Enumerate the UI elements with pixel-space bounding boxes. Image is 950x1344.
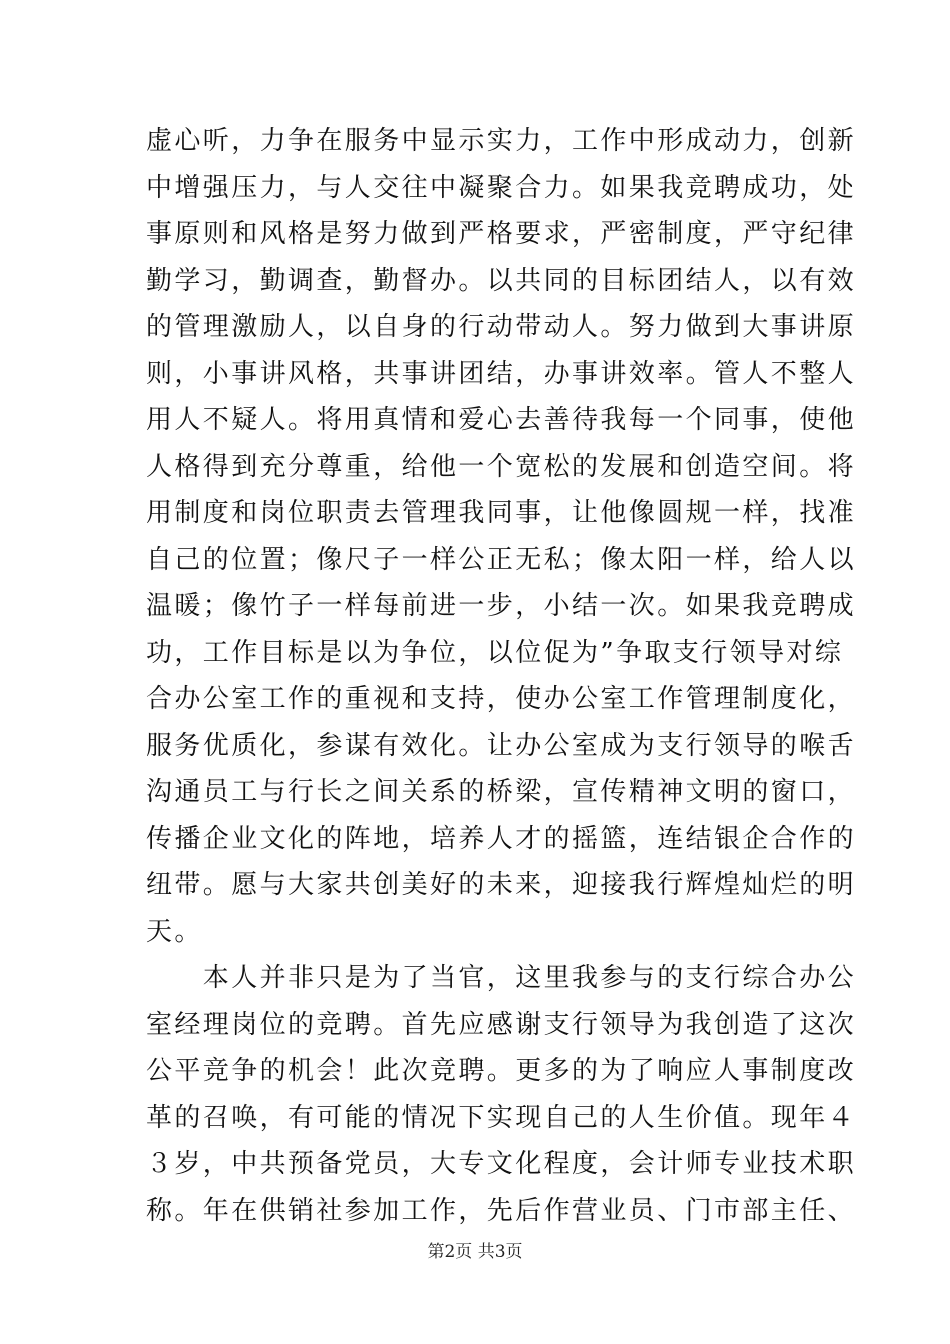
text-line: 中增强压力，与人交往中凝聚合力。如果我竞聘成功，处 [146, 172, 857, 203]
text-line: 公平竞争的机会！此次竞聘。更多的为了响应人事制度改 [146, 1056, 857, 1086]
text-line: 纽带。愿与大家共创美好的未来，迎接我行辉煌灿烂的明 [146, 870, 857, 900]
text-line: 勤学习，勤调查，勤督办。以共同的目标团结人，以有效 [146, 265, 857, 296]
document-body [146, 118, 857, 1234]
text-line: 功，工作目标是以为争位，以位促为”争取支行领导对综 [146, 637, 844, 668]
text-line: 合办公室工作的重视和支持，使办公室工作管理制度化， [146, 684, 857, 714]
text-line: 革的召唤，有可能的情况下实现自己的人生价值。现年４ [146, 1102, 857, 1133]
text-line: 用制度和岗位职责去管理我同事，让他像圆规一样，找准 [146, 498, 857, 528]
text-line: 沟通员工与行长之间关系的桥梁，宣传精神文明的窗口， [146, 777, 857, 807]
text-line: 用人不疑人。将用真情和爱心去善待我每一个同事，使他 [146, 405, 857, 435]
text-line: 称。年在供销社参加工作，先后作营业员、门市部主任、 [146, 1195, 857, 1226]
text-line: 则，小事讲风格，共事讲团结，办事讲效率。管人不整人 [146, 358, 857, 389]
text-line: 人格得到充分尊重，给他一个宽松的发展和创造空间。将 [146, 451, 857, 482]
text-line: ３岁，中共预备党员，大专文化程度，会计师专业技术职 [146, 1149, 857, 1179]
text-line: 温暖；像竹子一样每前进一步，小结一次。如果我竞聘成 [146, 591, 857, 621]
paragraph-start-line: 本人并非只是为了当官，这里我参与的支行综合办公 [146, 963, 857, 993]
text-line: 天。 [146, 916, 203, 947]
text-line: 自己的位置；像尺子一样公正无私；像太阳一样，给人以 [146, 544, 857, 575]
page-number-footer: 第2页 共3页 [427, 1242, 523, 1262]
text-line: 服务优质化，参谋有效化。让办公室成为支行领导的喉舌 [146, 730, 857, 761]
text-line: 虚心听，力争在服务中显示实力，工作中形成动力，创新 [146, 126, 857, 156]
text-line: 事原则和风格是努力做到严格要求，严密制度，严守纪律 [146, 219, 857, 249]
text-line: 的管理激励人，以自身的行动带动人。努力做到大事讲原 [146, 312, 857, 342]
text-line: 传播企业文化的阵地，培养人才的摇篮，连结银企合作的 [146, 823, 857, 854]
text-line: 室经理岗位的竞聘。首先应感谢支行领导为我创造了这次 [146, 1009, 857, 1040]
